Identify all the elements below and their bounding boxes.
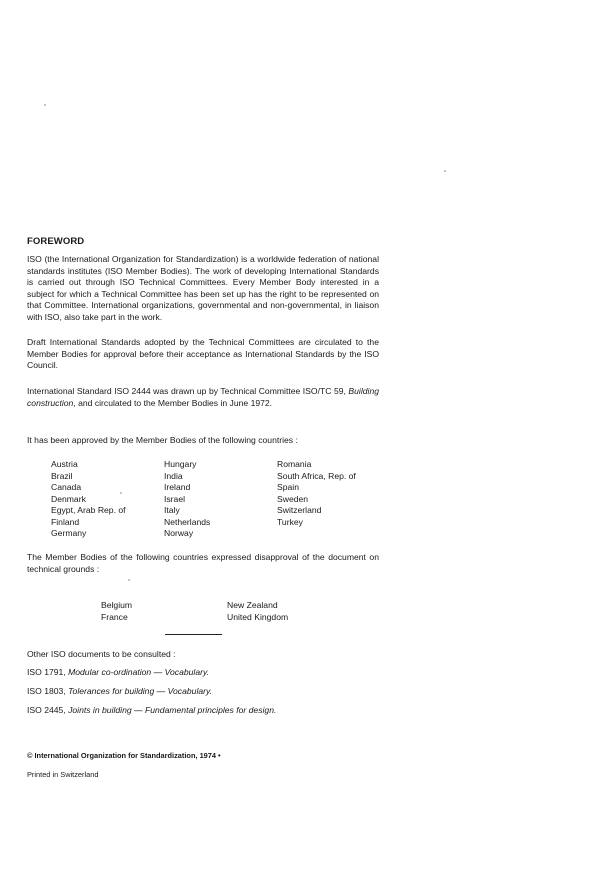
reference-number: ISO 1803, bbox=[27, 686, 66, 696]
approval-intro: It has been approved by the Member Bodies of the following countries : bbox=[27, 435, 298, 445]
scan-speck bbox=[444, 170, 446, 172]
reference-item bbox=[27, 705, 276, 717]
country-item: Egypt, Arab Rep. of bbox=[51, 505, 126, 515]
country-item: Ireland bbox=[164, 482, 191, 492]
foreword-heading: FOREWORD bbox=[27, 236, 85, 247]
origin-text-end: , and circulated to the Member Bodies in June 1972. bbox=[73, 397, 273, 408]
country-item: Turkey bbox=[277, 516, 303, 527]
country-item: Italy bbox=[164, 505, 180, 515]
country-item: South Africa, Rep. of bbox=[277, 470, 356, 481]
country-item: Brazil bbox=[51, 470, 73, 481]
country-item: France bbox=[101, 611, 128, 622]
disapproval-intro: The Member Bodies of the following countries expressed disapproval of the document on technical grounds : bbox=[27, 552, 379, 574]
country-item: Canada bbox=[51, 482, 82, 492]
reference-title: Modular co-ordination — Vocabulary. bbox=[68, 667, 210, 677]
scan-speck bbox=[44, 104, 46, 106]
reference-item bbox=[27, 686, 212, 698]
copyright-notice: © International Organization for Standardization, 1974 • bbox=[27, 751, 221, 760]
country-item: Switzerland bbox=[277, 505, 322, 515]
foreword-paragraph-iso: ISO (the International Organization for Standardization) is a worldwide federation of national standards institutes (ISO Member Bodies). The work of developing International Standards is carried out through ISO Technical Committees. Every Member Body interested in a subject for which a Technical Committee has been set up has the right to be represented on that Committee. International organizations, governmental and non-governmental, in liaison with ISO, also take part in the work. bbox=[27, 254, 379, 322]
section-divider bbox=[165, 634, 222, 635]
country-item: Hungary bbox=[164, 459, 197, 469]
country-item: United Kingdom bbox=[227, 611, 289, 622]
committee-title: Building construction bbox=[27, 386, 379, 408]
other-docs-label: Other ISO documents to be consulted : bbox=[27, 649, 176, 659]
country-item: Norway bbox=[164, 528, 194, 538]
country-item: Germany bbox=[51, 528, 87, 538]
disapproving-countries-col1 bbox=[101, 600, 132, 623]
reference-number: ISO 1791, bbox=[27, 667, 66, 677]
country-item: Israel bbox=[164, 493, 186, 504]
country-item: Romania bbox=[277, 459, 312, 469]
reference-title: Tolerances for building — Vocabulary. bbox=[68, 686, 213, 696]
origin-text-start: International Standard ISO 2444 was drawn up by Technical Committee ISO/TC 59, bbox=[27, 386, 346, 396]
country-item: Belgium bbox=[101, 600, 133, 610]
printed-in-notice: Printed in Switzerland bbox=[27, 770, 99, 779]
country-item: New Zealand bbox=[227, 600, 278, 610]
country-item: Finland bbox=[51, 516, 80, 527]
foreword-paragraph-drafts: Draft International Standards adopted by the Technical Committees are circulated to the Member Bodies for approval before their acceptance as International Standards by the ISO Council. bbox=[27, 337, 379, 370]
scan-speck bbox=[128, 579, 130, 581]
country-item: India bbox=[164, 470, 183, 481]
approving-countries-col3 bbox=[277, 459, 356, 528]
foreword-paragraph-origin bbox=[27, 386, 379, 409]
approving-countries-col2 bbox=[164, 459, 210, 540]
country-item: Spain bbox=[277, 482, 299, 492]
reference-item bbox=[27, 667, 209, 679]
approving-countries-col1 bbox=[51, 459, 126, 540]
reference-title: Joints in building — Fundamental principles for design. bbox=[68, 705, 277, 715]
country-item: Austria bbox=[51, 459, 78, 469]
country-item: Denmark bbox=[51, 493, 86, 504]
country-item: Netherlands bbox=[164, 516, 211, 527]
disapproving-countries-col2 bbox=[227, 600, 288, 623]
country-item: Sweden bbox=[277, 493, 309, 504]
reference-number: ISO 2445, bbox=[27, 705, 66, 715]
